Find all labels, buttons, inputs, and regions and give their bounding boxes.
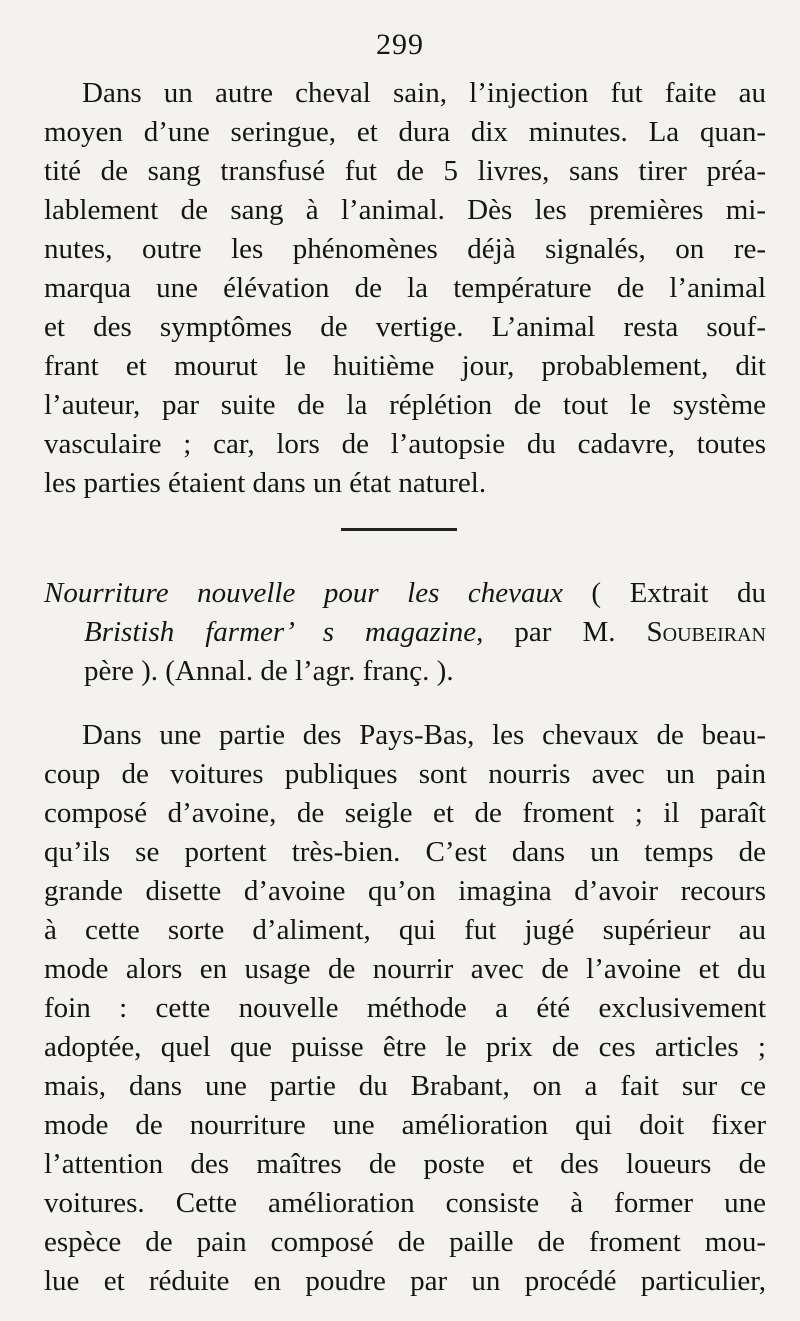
text-line: composé d’avoine, de seigle et de froment ; il paraît [44,797,766,829]
text-line: l’auteur, par suite de la réplétion de tout le système [44,389,766,421]
page-number: 299 [376,28,424,61]
text-line: mode de nourriture une amélioration qui doit fixer [44,1109,766,1141]
source-title: Bristish farmer’ s magazine [84,616,477,648]
heading-text: père ). (Annal. de l’agr. franç. ). [84,655,454,687]
text-line: Dans un autre cheval sain, l’injection fut faite au [82,77,766,109]
text-line: mode alors en usage de nourrir avec de l’avoine et du [44,953,766,985]
text-line: et des symptômes de vertige. L’animal resta souf- [44,311,766,343]
text-line: nutes, outre les phénomènes déjà signalés, on re- [44,233,766,265]
text-line: l’attention des maîtres de poste et des loueurs de [44,1148,766,1180]
author-name: Soubeiran [646,616,766,648]
text-line: adoptée, quel que puisse être le prix de ces articles ; [44,1031,766,1063]
article-heading [44,574,766,612]
text-line: moyen d’une seringue, et dura dix minutes. La quan- [44,116,766,148]
heading-text: , par M. [476,616,647,648]
text-line: tité de sang transfusé fut de 5 livres, sans tirer préa- [44,155,766,187]
text-line: Dans une partie des Pays-Bas, les chevaux de beau- [82,719,766,751]
text-line: coup de voitures publiques sont nourris avec un pain [44,758,766,790]
text-line: les parties étaient dans un état naturel. [44,467,487,499]
text-line: marqua une élévation de la température de l’animal [44,272,766,304]
heading-text: ( Extrait du [562,577,767,609]
text-line: voitures. Cette amélioration consiste à former une [44,1187,766,1219]
text-line: grande disette d’avoine qu’on imagina d’avoir recours [44,875,766,907]
section-divider [341,528,457,531]
text-line: mais, dans une partie du Brabant, on a fait sur ce [44,1070,766,1102]
text-line: lue et réduite en poudre par un procédé particulier, [44,1265,766,1297]
article-title: Nourriture nouvelle pour les chevaux [44,577,563,609]
article-source-line [84,613,766,651]
text-line: frant et mourut le huitième jour, probablement, dit [44,350,766,382]
text-line: foin : cette nouvelle méthode a été exclusivement [44,992,766,1024]
text-line: à cette sorte d’aliment, qui fut jugé supérieur au [44,914,766,946]
text-line: vasculaire ; car, lors de l’autopsie du cadavre, toutes [44,428,766,460]
text-line: qu’ils se portent très-bien. C’est dans un temps de [44,836,766,868]
text-line: lablement de sang à l’animal. Dès les premières mi- [44,194,766,226]
text-line: espèce de pain composé de paille de froment mou- [44,1226,766,1258]
